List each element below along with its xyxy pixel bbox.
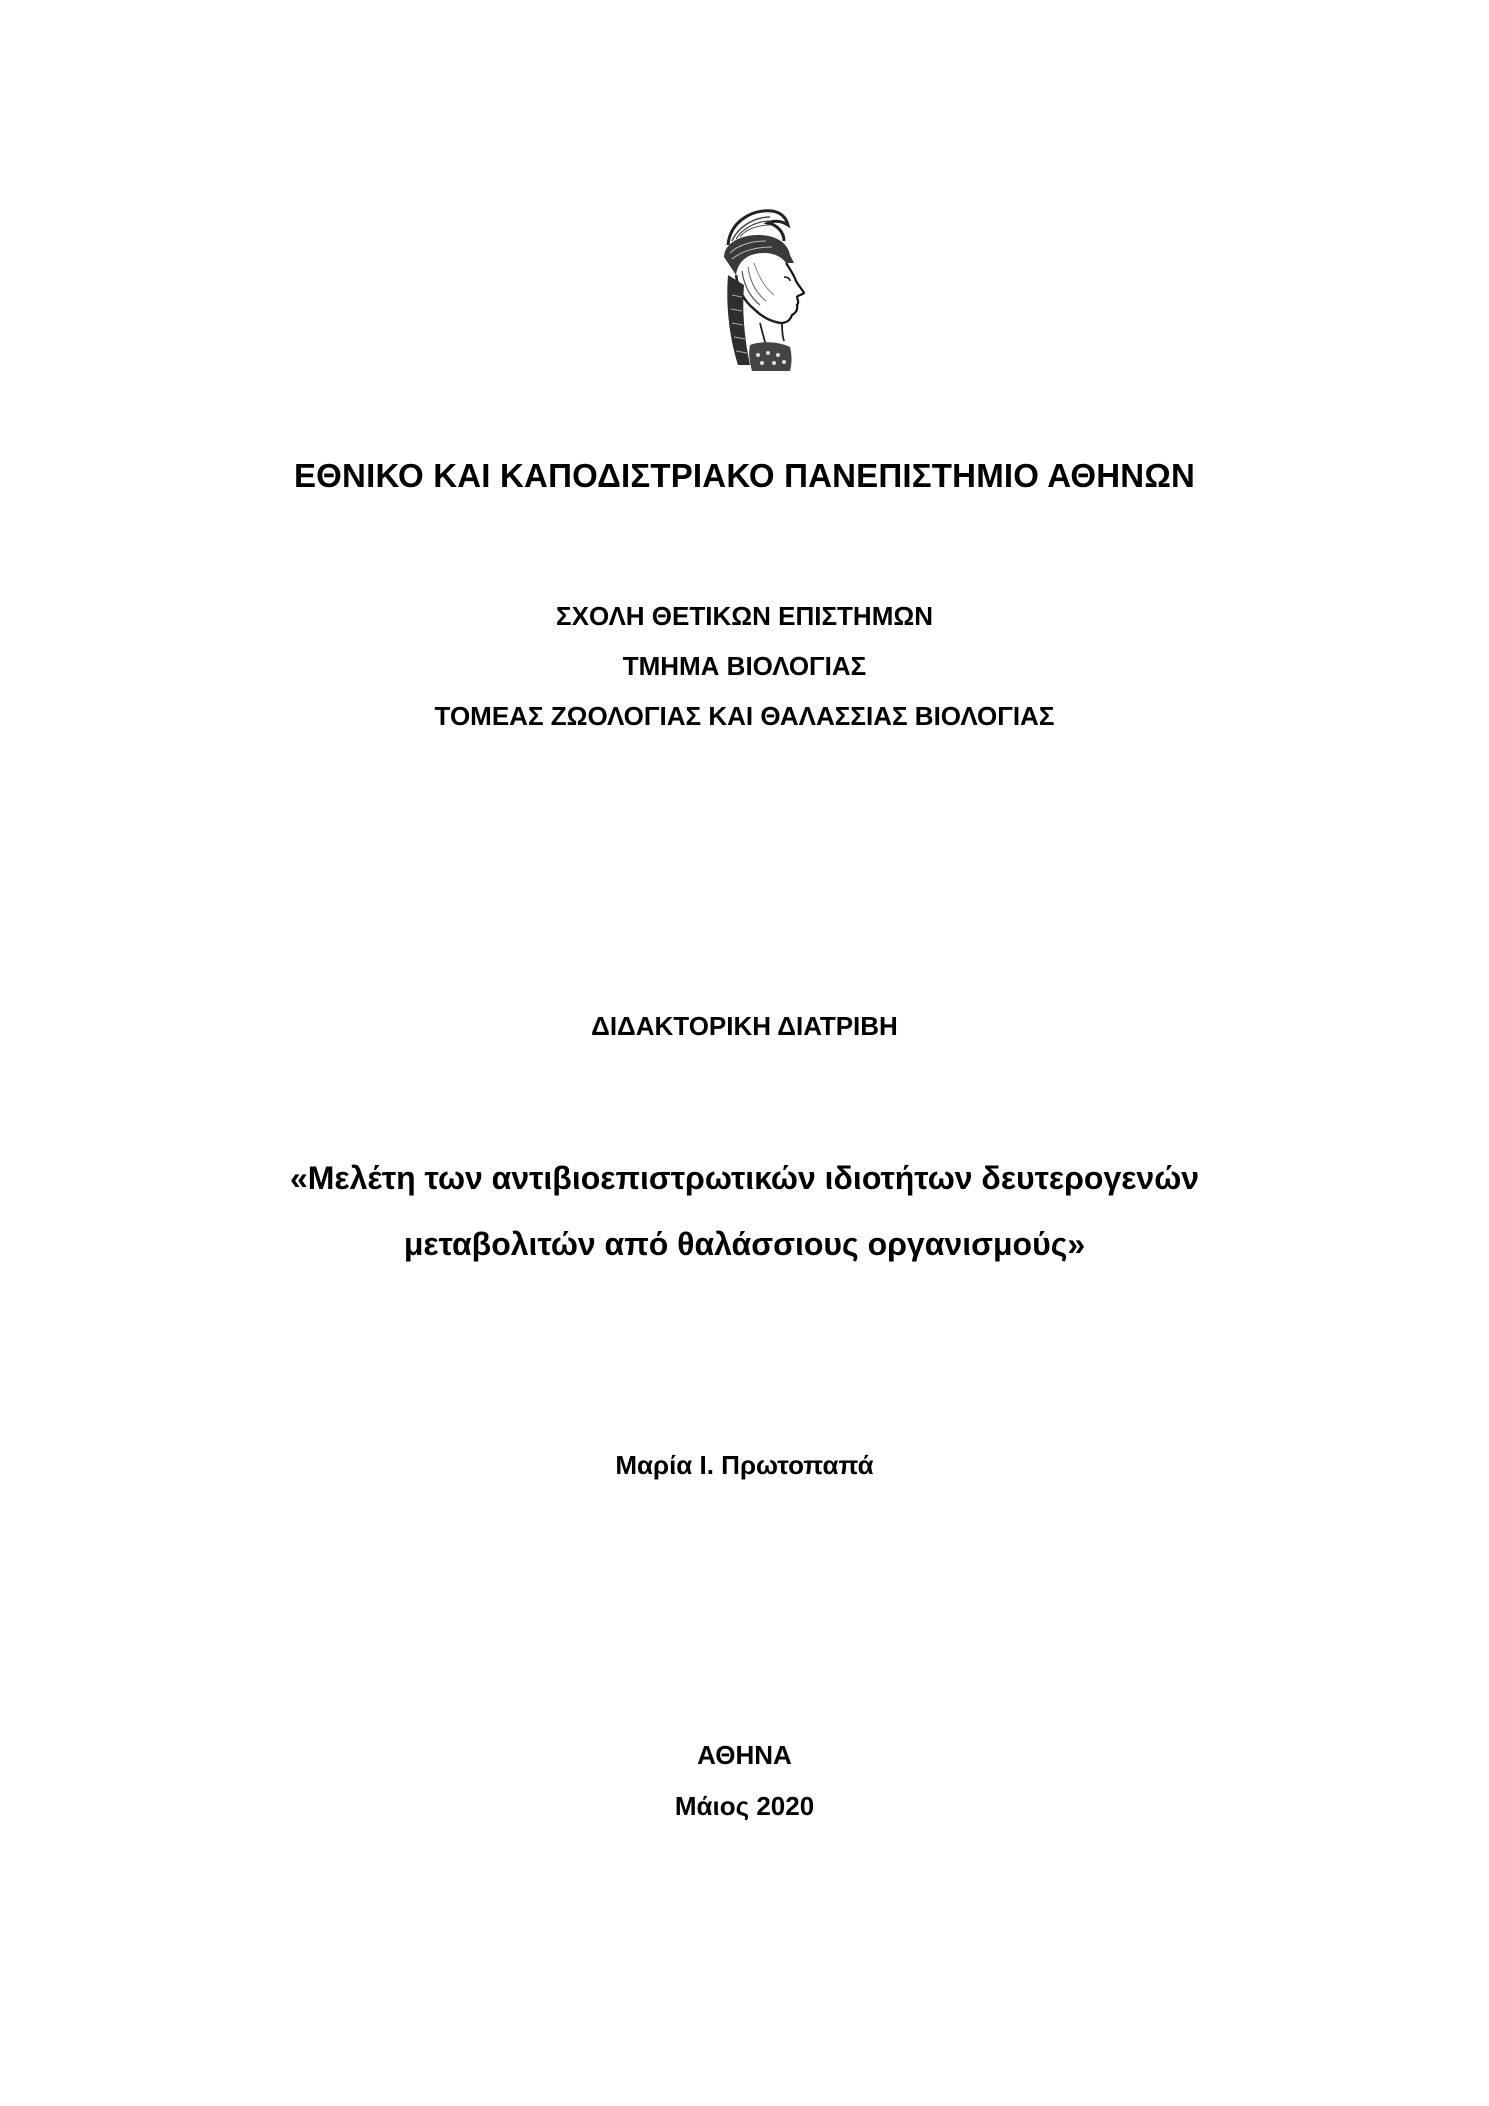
athena-head-emblem-icon (698, 205, 818, 375)
thesis-title-line-1: «Μελέτη των αντιβιοεπιστρωτικών ιδιοτήτων δευτερογενών (289, 1160, 1200, 1196)
sector-name: ΤΟΜΕΑΣ ΖΩΟΛΟΓΙΑΣ ΚΑΙ ΘΑΛΑΣΣΙΑΣ ΒΙΟΛΟΓΙΑΣ (434, 701, 1055, 731)
university-name: ΕΘΝΙΚΟ ΚΑΙ ΚΑΠΟΔΙΣΤΡΙΑΚΟ ΠΑΝΕΠΙΣΤΗΜΙΟ ΑΘΗΝΩΝ (293, 457, 1196, 494)
thesis-title-line-2: μεταβολιτών από θαλάσσιους οργανισμούς» (403, 1226, 1086, 1262)
school-name: ΣΧΟΛΗ ΘΕΤΙΚΩΝ ΕΠΙΣΤΗΜΩΝ (556, 601, 933, 631)
author-name: Μαρία Ι. Πρωτοπαπά (615, 1450, 874, 1480)
document-type: ΔΙΔΑΚΤΟΡΙΚΗ ΔΙΑΤΡΙΒΗ (591, 1011, 898, 1041)
department-name: ΤΜΗΜΑ ΒΙΟΛΟΓΙΑΣ (622, 651, 867, 681)
city: ΑΘΗΝΑ (697, 1740, 792, 1770)
publication-date: Μάιος 2020 (674, 1791, 815, 1821)
